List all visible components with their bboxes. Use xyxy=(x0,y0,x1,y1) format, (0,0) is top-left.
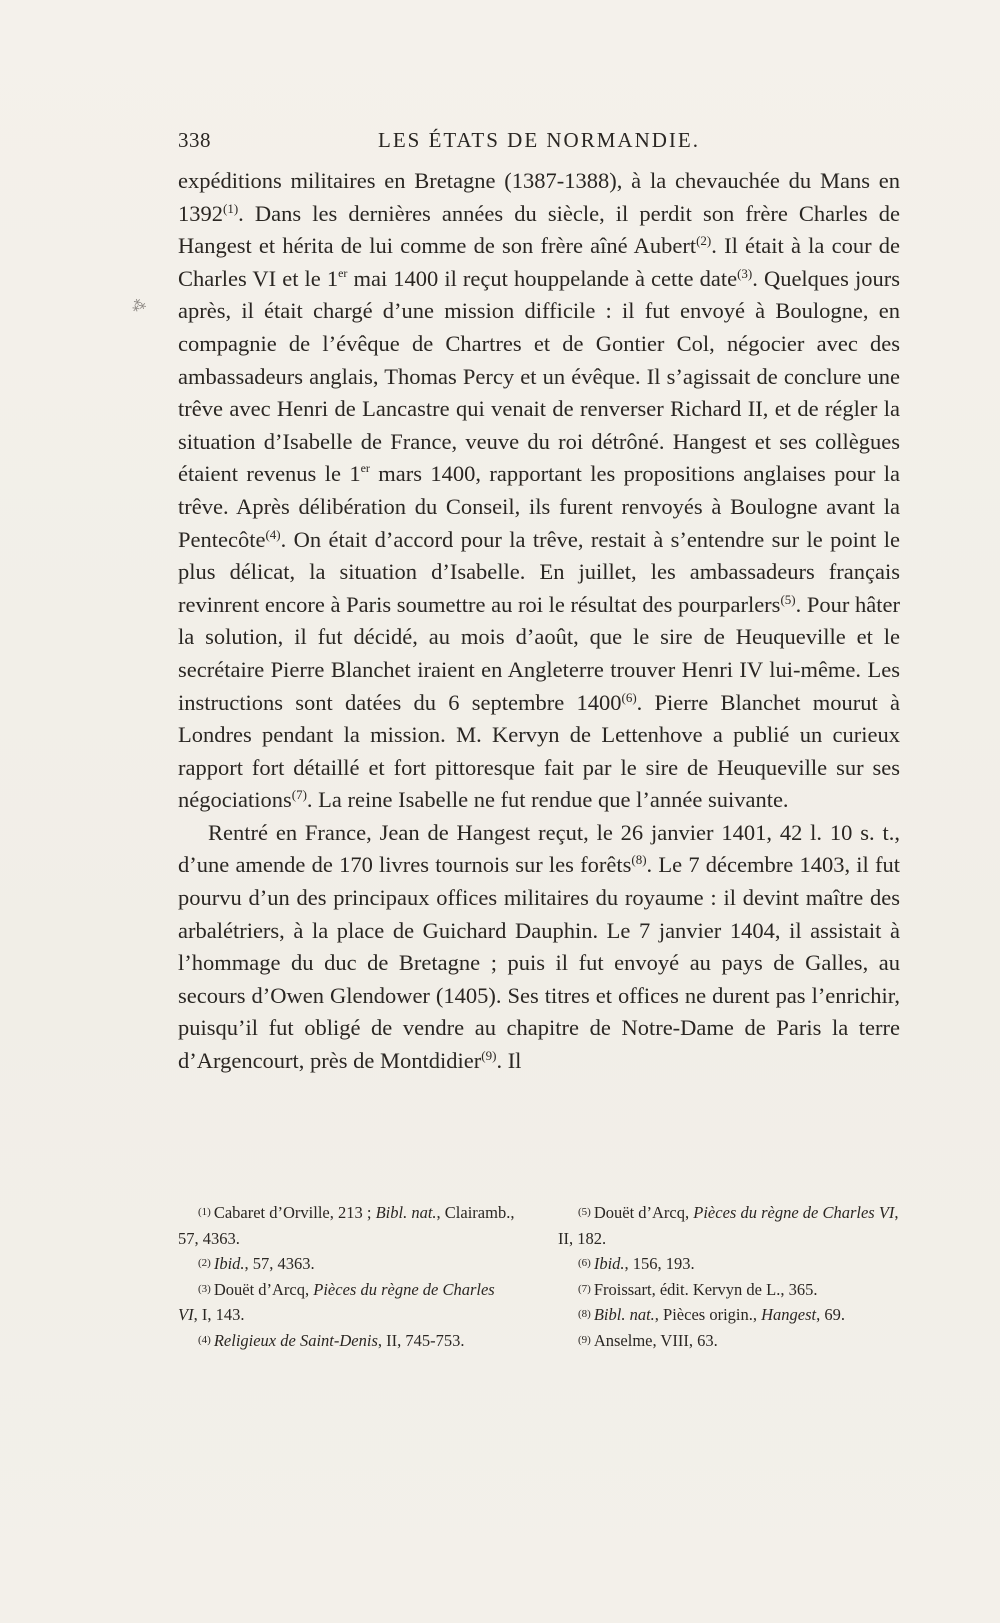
footnote-1 xyxy=(178,1200,518,1251)
paragraph xyxy=(178,817,900,1078)
footnote-text: , Clairamb., 57, 4363. xyxy=(178,1203,515,1248)
text-run: . La reine Isabelle ne fut rendue que l’année suivante. xyxy=(306,787,789,813)
footnote-mark: (1) xyxy=(198,1206,211,1218)
footnote-4 xyxy=(178,1328,518,1354)
page-number: 338 xyxy=(178,128,211,152)
footnote-text: , 156, 193. xyxy=(624,1254,695,1273)
page-header xyxy=(178,124,900,158)
footnote-8 xyxy=(558,1302,900,1328)
footnote-3 xyxy=(178,1277,518,1328)
footnote-6 xyxy=(558,1251,900,1277)
footnote-mark: (3) xyxy=(198,1282,211,1295)
text-run: . Pierre Blanchet mourut à Londres pendant la mission. M. Kervyn de Lettenhove a publié un curieux rapport fort détaillé et fort pittoresque fait par le sire de Heuqueville sur ses négociations xyxy=(178,689,900,813)
text-run: . Le 7 décembre 1403, il fut pourvu d’un des principaux offices militaires du royaume : il devint maître des arbalétriers, à la place de Guichard Dauphin. Le 7 janvier 1404, il assistait à l’hommage du duc de Bretagne ; puis il fut envoyé au pays de Galles, au secours d’Owen Glendower (1405). Ses titres et offices ne durent pas l’enrichir, puisqu’il fut obligé de vendre au chapitre de Notre-Dame de Paris la terre d’Argencourt, près de Montdidier xyxy=(178,852,901,1074)
footnotes-left-column xyxy=(178,1200,518,1353)
footnote-2 xyxy=(178,1251,518,1277)
footnote-ref: (8) xyxy=(631,852,647,868)
footnote-text: Anselme, VIII, 63. xyxy=(593,1330,718,1350)
footnote-ref: (3) xyxy=(737,265,753,281)
footnote-title: Hangest xyxy=(761,1305,817,1324)
running-head: LES ÉTATS DE NORMANDIE. xyxy=(378,128,700,152)
footnote-text: , 57, 4363. xyxy=(244,1254,315,1273)
main-text xyxy=(178,165,900,1078)
footnote-9 xyxy=(558,1328,900,1354)
footnote-text: Douët d’Arcq, xyxy=(593,1203,694,1222)
footnote-ref: (4) xyxy=(265,526,281,542)
footnote-text: Froissart, édit. Kervyn de L., 365. xyxy=(593,1279,818,1299)
footnote-text: , 69. xyxy=(816,1305,845,1324)
footnote-5 xyxy=(558,1200,900,1251)
footnote-mark: (7) xyxy=(578,1282,591,1295)
footnotes-right-column xyxy=(558,1200,900,1353)
ordinal-suffix: er xyxy=(338,265,348,280)
footnote-text: , II, 182. xyxy=(558,1203,899,1248)
footnote-text: Cabaret d’Orville, 213 ; xyxy=(213,1203,376,1222)
footnote-mark: (9) xyxy=(578,1333,591,1346)
footnote-text: , II, 745-753. xyxy=(377,1330,465,1350)
footnote-title: Pièces du règne de Charles VI xyxy=(693,1203,895,1222)
footnote-title: Bibl. nat. xyxy=(593,1305,655,1324)
footnote-text: , I, 143. xyxy=(193,1305,245,1324)
text-run: . Dans les dernières années du siècle, il perdit son frère Charles de Hangest et hérita de lui comme de son frère aîné Aubert xyxy=(178,200,900,259)
paragraph xyxy=(178,165,900,817)
footnote-mark: (8) xyxy=(578,1308,591,1320)
footnote-ref: (6) xyxy=(621,689,637,705)
footnote-title: Bibl. nat. xyxy=(375,1203,437,1222)
text-run: . Pour hâter la solution, il fut décidé, au mois d’août, que le sire de Heuqueville et le secrétaire Pierre Blanchet iraient en Angleterre trouver Henri IV lui-même. Les instructions sont datées du 6 septembre 1400 xyxy=(178,591,900,715)
text-run: mars 1400, rapportant les propositions anglaises pour la trêve. Après délibération du Conseil, ils furent renvoyés à Boulogne avant la Pentecôte xyxy=(178,461,900,552)
footnote-ref: (5) xyxy=(780,591,796,607)
footnote-ref: (7) xyxy=(291,787,307,803)
footnote-text: , Pièces origin., xyxy=(654,1305,762,1324)
footnote-mark: (2) xyxy=(198,1257,211,1269)
text-run: . Il était à la cour de Charles VI et le 1 xyxy=(178,233,900,291)
ink-smudge: ⁂ xyxy=(129,297,149,316)
footnote-ref: (1) xyxy=(223,200,239,216)
footnote-mark: (5) xyxy=(578,1206,591,1218)
footnote-title: Ibid. xyxy=(593,1254,625,1273)
footnote-title: Pièces du règne de Charles VI xyxy=(178,1279,495,1324)
footnote-mark: (6) xyxy=(578,1257,591,1269)
text-run: . On était d’accord pour la trêve, restait à s’entendre sur le point le plus délicat, la situation d’Isabelle. En juillet, les ambassadeurs français revinrent encore à Paris soumettre au roi le résultat des pourparlers xyxy=(178,526,900,617)
footnote-title: Religieux de Saint-Denis xyxy=(213,1330,378,1350)
footnote-text: Douët d’Arcq, xyxy=(213,1279,314,1299)
text-run: . Il xyxy=(496,1048,522,1074)
text-run: Rentré en France, Jean de Hangest reçut, le 26 janvier 1401, 42 l. 10 s. t., d’une amende de 170 livres tournois sur les forêts xyxy=(178,819,900,878)
footnote-title: Ibid. xyxy=(213,1254,245,1273)
footnote-7 xyxy=(558,1277,900,1303)
text-run: expéditions militaires en Bretagne (1387-1388), à la chevauchée du Mans en 1392 xyxy=(178,168,900,226)
text-run: . Quelques jours après, il était chargé d’une mission difficile : il fut envoyé à Boulogne, en compagnie de l’évêque de Chartres et de Gontier Col, négocier avec des ambassadeurs anglais, Thomas Percy et un évêque. Il s’agissait de conclure une trêve avec Henri de Lancastre qui venait de renverser Richard II, et de régler la situation d’Isabelle de France, veuve du roi détrôné. Hangest et ses collègues étaient revenus le 1 xyxy=(178,265,900,487)
footnote-mark: (4) xyxy=(198,1333,211,1346)
footnote-ref: (9) xyxy=(481,1048,497,1064)
footnote-ref: (2) xyxy=(696,233,712,249)
text-run: mai 1400 il reçut houppelande à cette date xyxy=(347,265,738,291)
ordinal-suffix: er xyxy=(360,461,370,476)
